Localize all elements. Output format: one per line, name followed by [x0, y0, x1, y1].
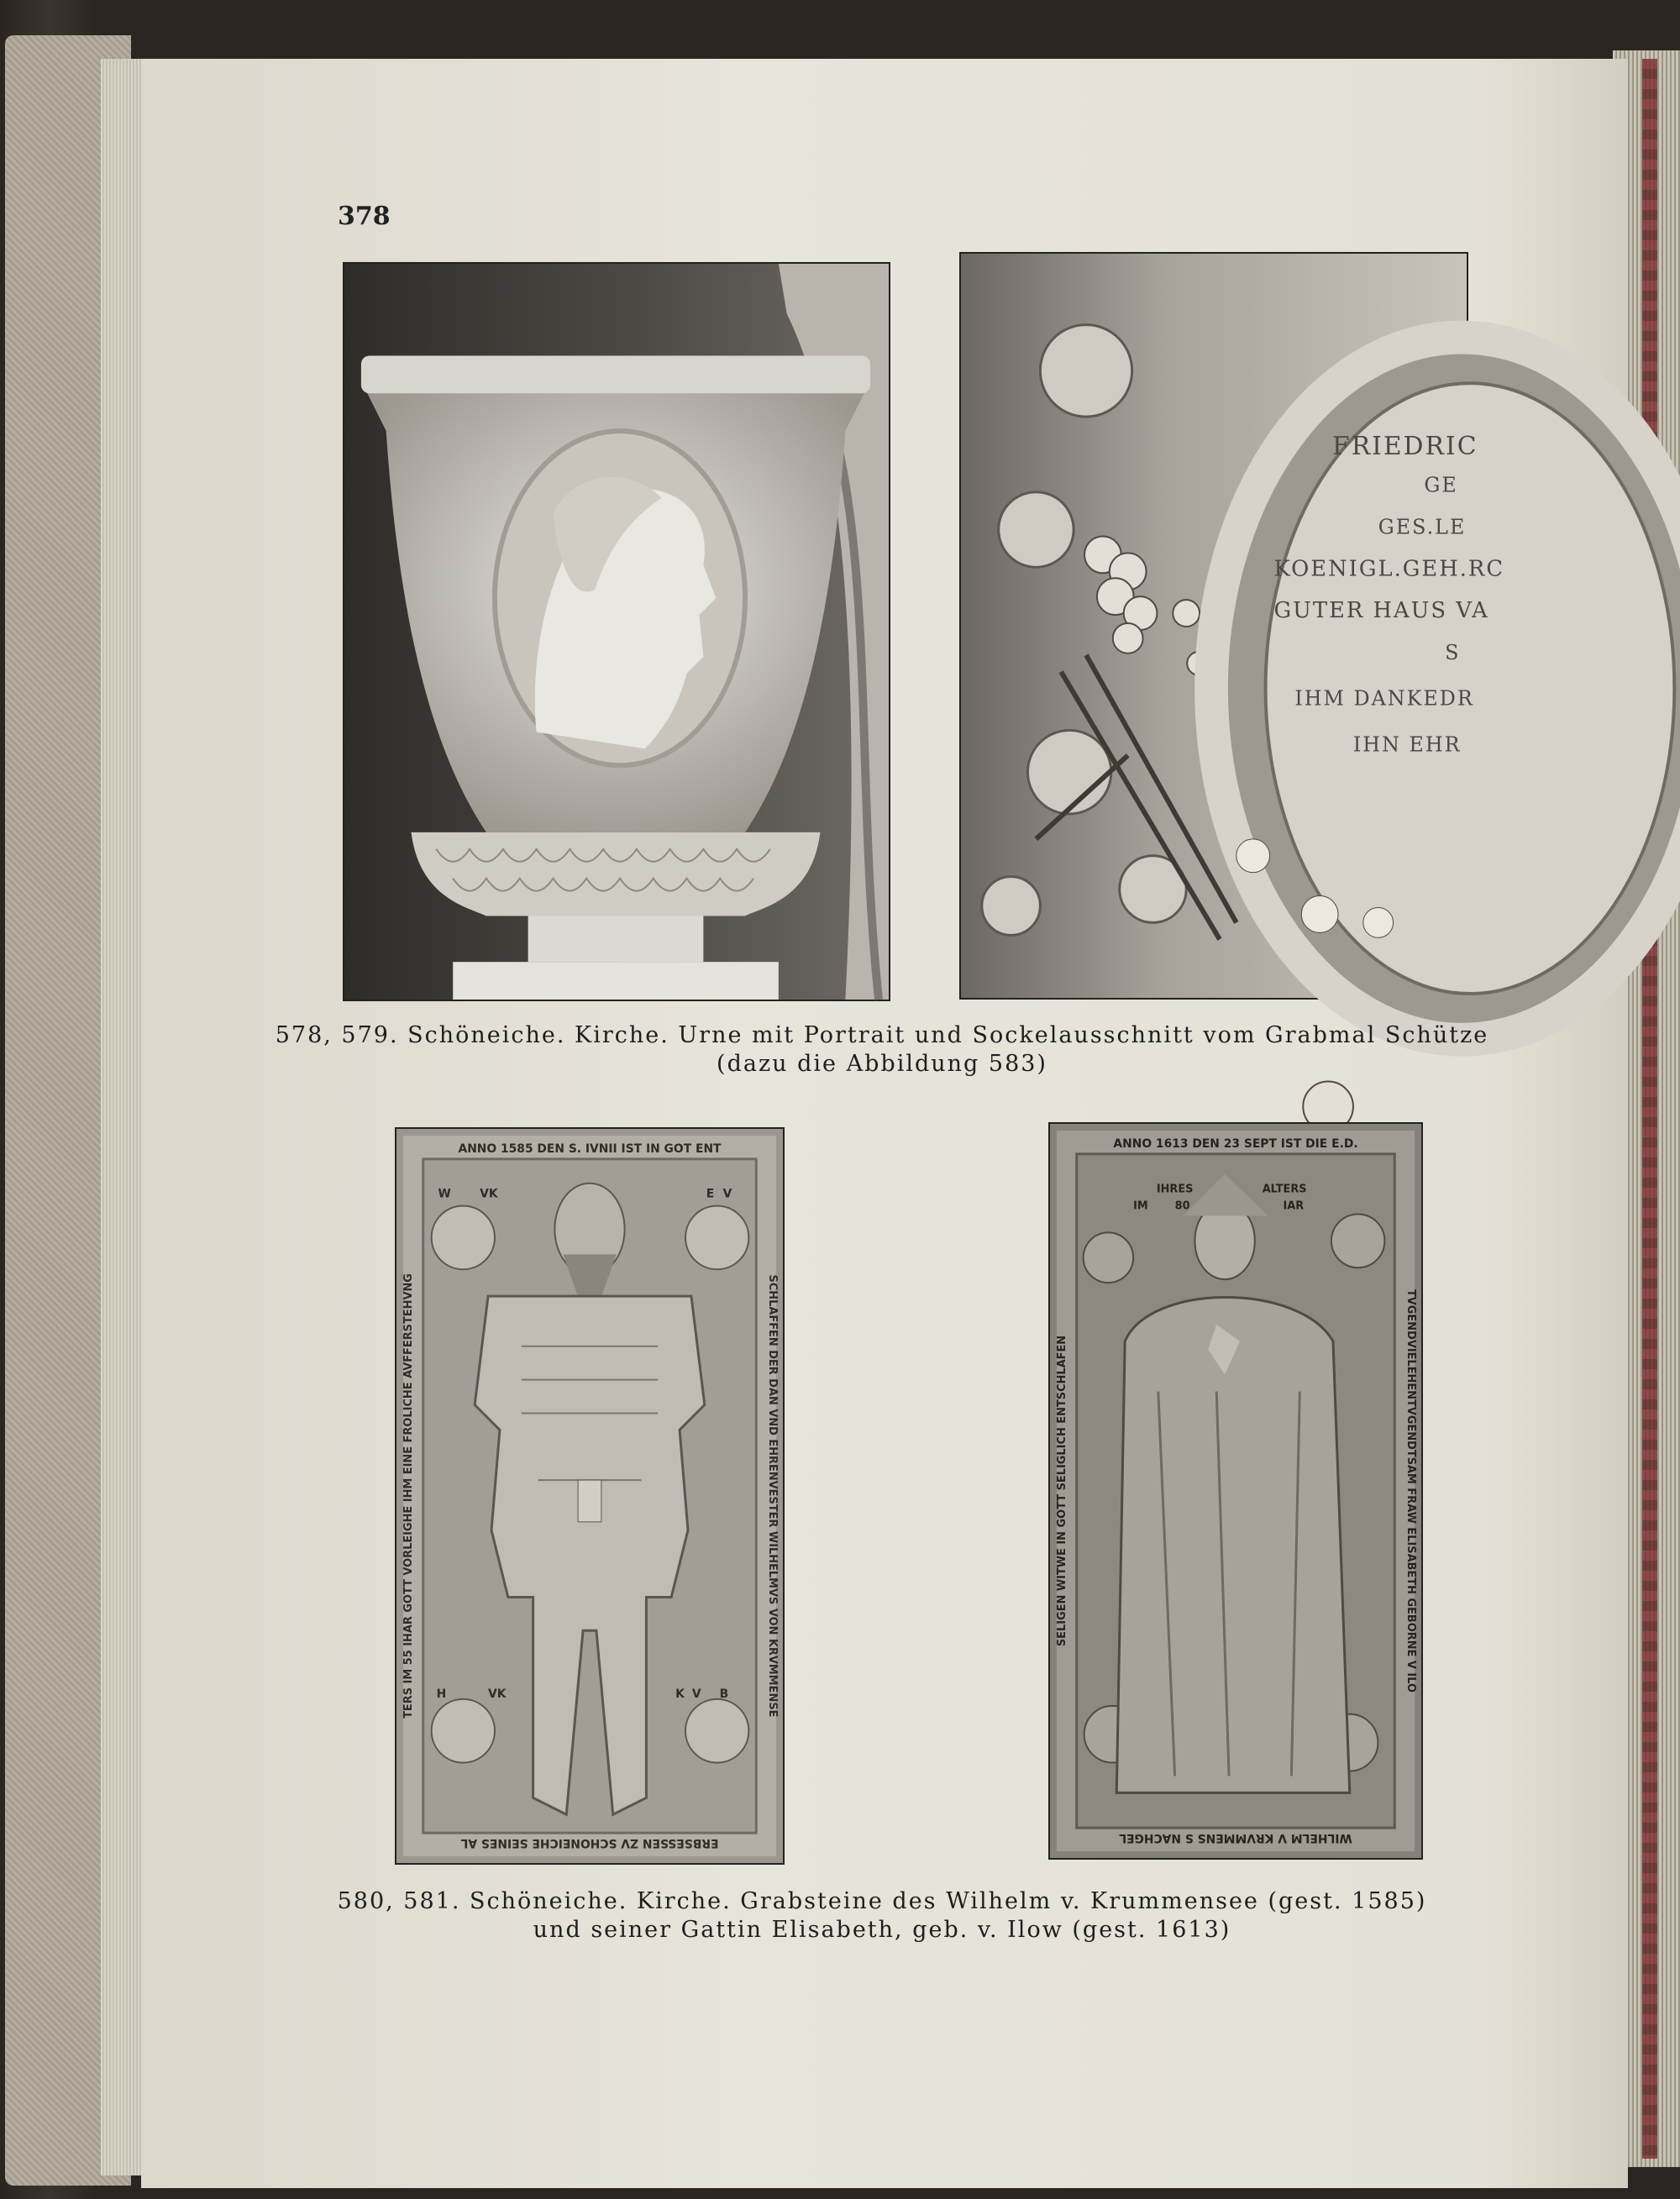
tombstone-krummensee-arms-letter: H [436, 1687, 447, 1701]
relief-inscription-line: IHM DANKEDR [1294, 686, 1474, 711]
tombstone-krummensee-arms-letter: VK [480, 1187, 498, 1201]
tombstone-krummensee-arms-letter: VK [488, 1687, 507, 1701]
tombstone-krummensee-border-top: ANNO 1585 DEN S. IVNII IST IN GOT ENT [458, 1141, 722, 1156]
relief-inscription-line: S [1445, 640, 1461, 664]
tombstone-krummensee-arms-letter: B [719, 1687, 729, 1701]
bookmark-ribbon [1642, 59, 1657, 2159]
tombstone-knight-photo-icon [396, 1129, 783, 1863]
tombstone-krummensee-arms-letter: W [438, 1187, 451, 1201]
urn-portrait-photo-icon [344, 264, 889, 1000]
caption-top-line2: (dazu die Abbildung 583) [717, 1051, 1047, 1077]
relief-inscription-line: GUTER HAUS VA [1273, 598, 1489, 624]
tombstone-krummensee-border-left: TERS IM 55 IHAR GOTT VORLEIGHE IHM EINE FROLICHE AVFFERSTEHVNG [402, 1273, 415, 1719]
relief-inscription-line: GES.LE [1378, 515, 1467, 539]
tombstone-krummensee-arms-letter: E [706, 1187, 715, 1201]
tombstone-elisabeth-inner-text: IM [1133, 1199, 1148, 1213]
photo-tombstone-elisabeth [1048, 1122, 1423, 1860]
caption-top [252, 1021, 1512, 1079]
tombstone-elisabeth-border-top: ANNO 1613 DEN 23 SEPT IST DIE E.D. [1113, 1136, 1358, 1151]
relief-inscription-photo-icon [961, 254, 1505, 998]
page-number: 378 [338, 202, 391, 231]
photo-tombstone-krummensee [395, 1127, 785, 1865]
photo-relief-inscription [959, 252, 1505, 1000]
tombstone-elisabeth-border-right: TVGENDVIELEHENTVGENDTSAM FRAW ELISABETH GEBORNE V ILO [1404, 1288, 1418, 1693]
tombstone-krummensee-arms-letter: V [722, 1187, 732, 1201]
tombstone-elisabeth-border-bottom: WILHELM V KRVMMENS S NACHGEL [1119, 1831, 1352, 1845]
tombstone-elisabeth-border-left: SELIGEN WITWE IN GOTT SELIGLICH ENTSCHLAFEN [1055, 1335, 1068, 1647]
tombstone-krummensee-arms-letter: K [675, 1687, 685, 1701]
tombstone-krummensee-border-right: SCHLAFFEN DER DAN VND EHRENVESTER WILHELMVS VON KRVMMENSE [766, 1274, 780, 1718]
caption-top-line1: 578, 579. Schöneiche. Kirche. Urne mit Portrait und Sockelausschnitt vom Grabmal Schütze [275, 1022, 1489, 1048]
tombstone-lady-photo-icon [1050, 1124, 1421, 1858]
caption-bottom [252, 1887, 1512, 1944]
relief-inscription-line: GE [1424, 473, 1458, 497]
relief-inscription-line: IHN EHR [1352, 732, 1462, 757]
tombstone-elisabeth-inner-text: IAR [1283, 1199, 1305, 1213]
relief-inscription-line: KOENIGL.GEH.RC [1273, 556, 1505, 582]
tombstone-krummensee-border-bottom: ERBSESSEN ZV SCHONEICHE SEINES AL [460, 1836, 719, 1850]
tombstone-krummensee-arms-letter: V [691, 1687, 701, 1701]
tombstone-elisabeth-inner-text: ALTERS [1262, 1183, 1307, 1196]
tombstone-elisabeth-inner-text: IHRES [1156, 1183, 1194, 1196]
caption-bottom-line1: 580, 581. Schöneiche. Kirche. Grabsteine des Wilhelm v. Krummensee (gest. 1585) [337, 1888, 1427, 1914]
photo-urn-portrait [343, 262, 890, 1001]
tombstone-elisabeth-inner-text: 80 [1174, 1199, 1190, 1213]
caption-bottom-line2: und seiner Gattin Elisabeth, geb. v. Ilow (gest. 1613) [533, 1917, 1231, 1943]
relief-inscription-line: FRIEDRIC [1332, 431, 1478, 461]
